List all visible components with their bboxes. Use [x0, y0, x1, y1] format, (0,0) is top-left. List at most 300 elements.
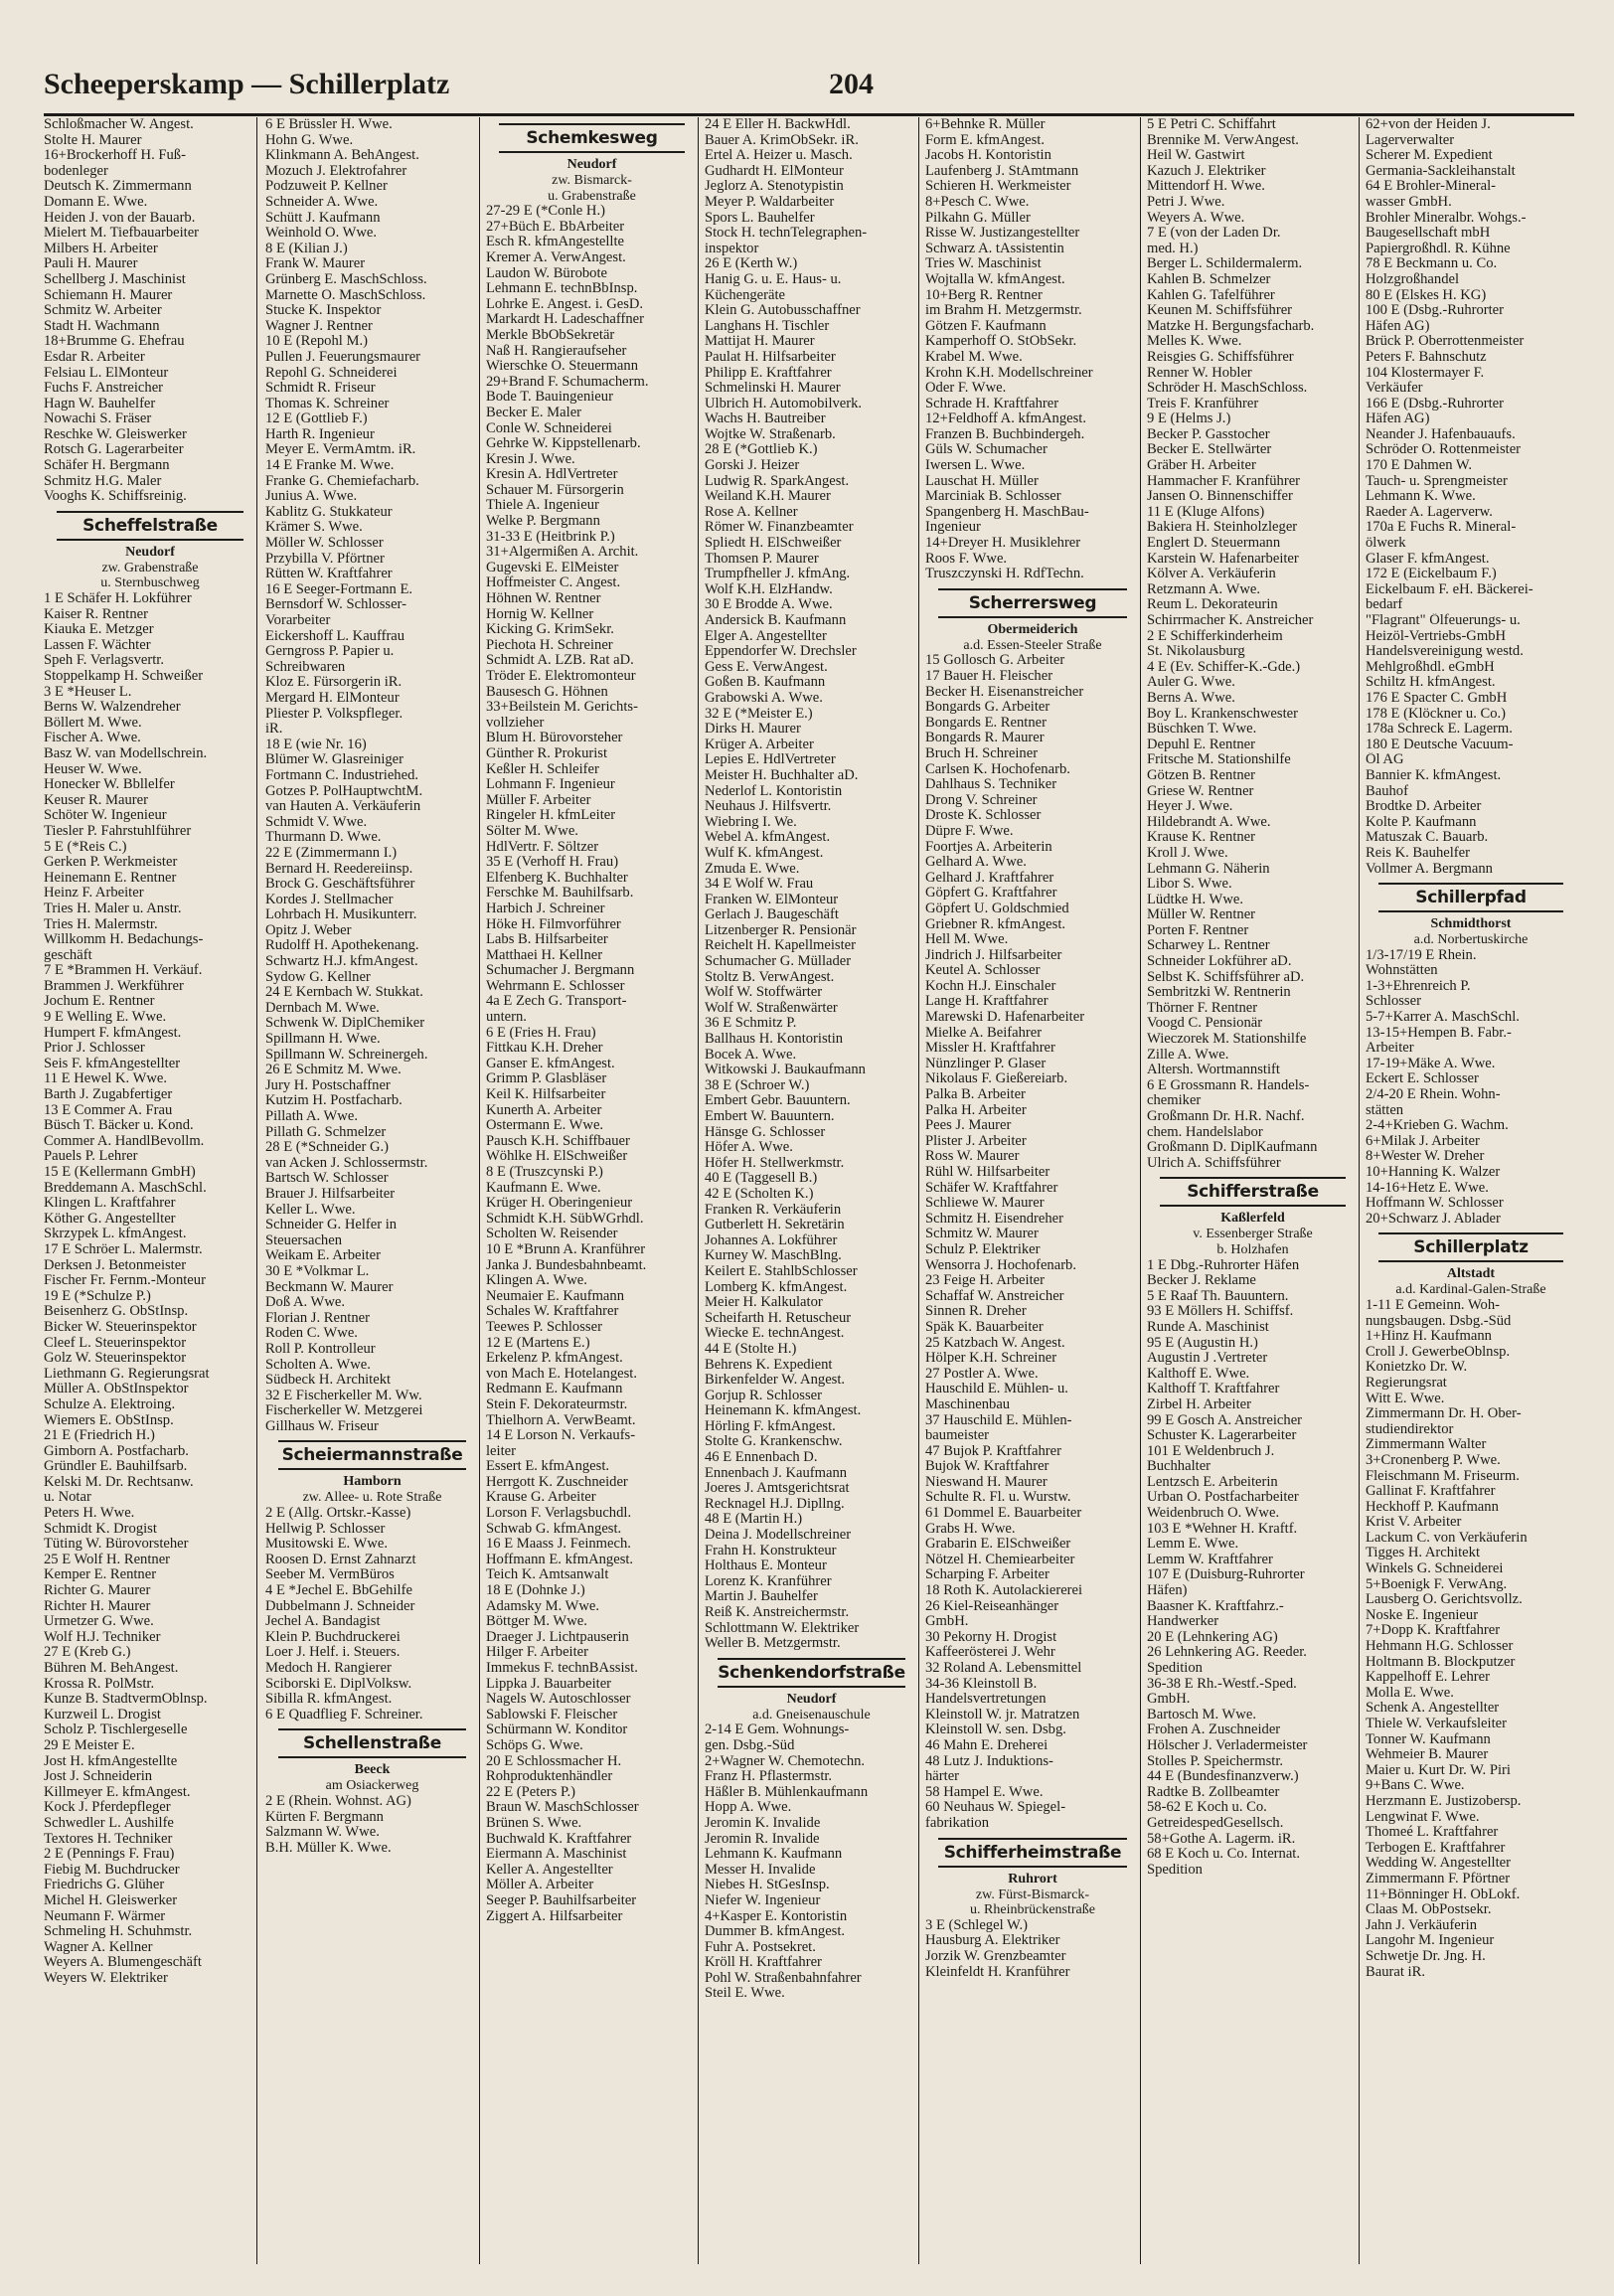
directory-entry: Schaffaf W. Anstreicher — [925, 1288, 1064, 1304]
directory-entry: Philipp E. Kraftfahrer — [705, 365, 832, 381]
directory-entry: Gutberlett H. Sekretärin — [705, 1218, 845, 1233]
directory-entry: Steuersachen — [265, 1232, 342, 1248]
directory-entry: Schöter W. Ingenieur — [44, 808, 167, 824]
directory-entry: Eppendorfer W. Drechsler — [705, 644, 857, 660]
directory-entry: 8+Pesch C. Wwe. — [925, 194, 1030, 210]
directory-entry: Weyers A. Blumengeschäft — [44, 1955, 202, 1971]
directory-entry: Büschken T. Wwe. — [1147, 722, 1257, 738]
directory-entry: Trumpfheller J. kfmAng. — [705, 567, 851, 582]
directory-entry: 13 E Commer A. Frau — [44, 1102, 173, 1118]
directory-entry: Derksen J. Betonmeister — [44, 1257, 187, 1273]
directory-entry: Schmitz H. Eisendreher — [925, 1211, 1064, 1227]
directory-entry: Laudon W. Bürobote — [486, 265, 608, 281]
directory-column — [702, 117, 919, 2264]
directory-entry: Krüger A. Arbeiter — [705, 737, 814, 752]
directory-entry: 26 E Schmitz M. Wwe. — [265, 1063, 402, 1078]
directory-entry: Claas M. ObPostsekr. — [1366, 1902, 1492, 1918]
directory-entry: 20 E Schlossmacher H. — [486, 1753, 622, 1769]
directory-entry: Opitz J. Weber — [265, 922, 352, 938]
directory-entry: 32 Roland A. Lebensmittel — [925, 1661, 1082, 1676]
directory-entry: Krohn K.H. Modellschreiner — [925, 365, 1093, 381]
directory-entry: Elfenberg K. Buchhalter — [486, 870, 628, 886]
directory-entry: Meier H. Kalkulator — [705, 1295, 823, 1311]
directory-entry: Franz H. Pflastermstr. — [705, 1769, 833, 1785]
directory-entry: Heizöl-Vertriebs-GmbH — [1366, 628, 1507, 644]
directory-entry: Jahn J. Verkäuferin — [1366, 1917, 1477, 1933]
directory-entry: 13-15+Hempen B. Fabr.- — [1366, 1025, 1512, 1041]
directory-entry: Karstein W. Hafenarbeiter — [1147, 551, 1299, 567]
directory-entry: Palka H. Arbeiter — [925, 1102, 1027, 1118]
directory-entry: Schieren H. Werkmeister — [925, 179, 1071, 195]
directory-entry: Retzmann A. Wwe. — [1147, 581, 1261, 597]
directory-entry: 68 E Koch u. Co. Internat. — [1147, 1847, 1301, 1863]
directory-entry: Lippka J. Bauarbeiter — [486, 1676, 612, 1692]
directory-entry: Weller B. Metzgermstr. — [705, 1636, 841, 1652]
directory-entry: Schmidt K.H. SübWGrhdl. — [486, 1211, 644, 1227]
district-name: Neudorf — [566, 157, 617, 172]
directory-entry: Griese W. Rentner — [1147, 783, 1254, 799]
directory-entry: Renner W. Hobler — [1147, 365, 1252, 381]
directory-entry: Reichelt H. Kapellmeister — [705, 938, 856, 954]
street-heading: Schenkendorfstraße — [718, 1658, 905, 1688]
directory-entry: Auler G. Wwe. — [1147, 675, 1235, 691]
directory-entry: Heiden J. von der Bauarb. — [44, 210, 196, 226]
directory-entry: Meyer E. VermAmtm. iR. — [265, 442, 416, 458]
directory-entry: Krabel M. Wwe. — [925, 349, 1023, 365]
directory-entry: Carlsen K. Hochofenarb. — [925, 761, 1070, 777]
directory-entry: 170a E Fuchs R. Mineral- — [1366, 520, 1517, 536]
directory-entry: Harth R. Ingenieur — [265, 426, 375, 442]
directory-entry: Krämer S. Wwe. — [265, 520, 363, 536]
directory-entry: Lehmann G. Näherin — [1147, 861, 1270, 877]
directory-entry: 40 E (Taggesell B.) — [705, 1171, 818, 1187]
directory-entry: Gelhard J. Kraftfahrer — [925, 870, 1054, 886]
directory-entry: 30 E Brodde A. Wwe. — [705, 597, 833, 613]
directory-entry: Bujok W. Kraftfahrer — [925, 1459, 1049, 1475]
directory-entry: Bongards E. Rentner — [925, 715, 1047, 731]
directory-entry: Häfen) — [1147, 1583, 1188, 1599]
directory-entry: Franzen B. Buchbindergeh. — [925, 426, 1085, 442]
directory-entry: Spors L. Bauhelfer — [705, 210, 815, 226]
directory-entry: Keßler H. Schleifer — [486, 761, 599, 777]
directory-entry: Pauels P. Lehrer — [44, 1149, 138, 1165]
directory-entry: Prior J. Schlosser — [44, 1041, 145, 1057]
directory-entry: Scholz P. Tischlergeselle — [44, 1722, 188, 1738]
district-name: Schmidthorst — [1430, 916, 1512, 932]
directory-entry: Gorski J. Heizer — [705, 458, 800, 474]
directory-entry: 18 E (wie Nr. 16) — [265, 737, 367, 752]
directory-entry: Großmann D. DiplKaufmann — [1147, 1140, 1318, 1156]
directory-entry: 6 E Brüssler H. Wwe. — [265, 117, 393, 132]
directory-entry: Eckert E. Schlosser — [1366, 1071, 1479, 1087]
directory-entry: Becker H. Eisenanstreicher — [925, 684, 1084, 700]
directory-entry: Redmann E. Kaufmann — [486, 1382, 623, 1397]
directory-entry: Güls W. Schumacher — [925, 442, 1048, 458]
directory-entry: Schliewe W. Maurer — [925, 1196, 1045, 1212]
directory-entry: 30 Pekorny H. Drogist — [925, 1629, 1057, 1645]
directory-entry: Thiele A. Ingenieur — [486, 498, 599, 514]
directory-entry: Hammacher F. Kranführer — [1147, 473, 1301, 489]
directory-entry: Reiß K. Anstreichermstr. — [705, 1605, 850, 1620]
directory-entry: 17 Bauer H. Fleischer — [925, 669, 1053, 684]
directory-entry: Dirks H. Maurer — [705, 722, 801, 738]
directory-entry: Gehrke W. Kippstellenarb. — [486, 436, 641, 452]
directory-entry: Schiemann H. Maurer — [44, 287, 173, 303]
directory-entry: Voogd C. Pensionär — [1147, 1016, 1263, 1032]
directory-entry: Speh F. Verlagsvertr. — [44, 653, 164, 669]
directory-entry: Marewski D. Hafenarbeiter — [925, 1010, 1085, 1026]
directory-entry: Fischerkeller W. Metzgerei — [265, 1403, 423, 1419]
directory-entry: Lorson F. Verlagsbuchdl. — [486, 1506, 632, 1522]
directory-entry: ölwerk — [1366, 536, 1406, 552]
directory-entry: Höke H. Filmvorführer — [486, 916, 621, 932]
directory-entry: Merkle BbObSekretär — [486, 327, 615, 343]
directory-entry: 26 E (Kerth W.) — [705, 256, 798, 272]
directory-entry: Reisgies G. Schiffsführer — [1147, 349, 1294, 365]
directory-entry: Brünen S. Wwe. — [486, 1815, 582, 1831]
directory-entry: 2+Wagner W. Chemotechn. — [705, 1753, 866, 1769]
directory-entry: Franken R. Verkäuferin — [705, 1202, 842, 1218]
directory-entry: Schirrmacher K. Anstreicher — [1147, 613, 1314, 628]
directory-entry: Düpre F. Wwe. — [925, 823, 1014, 839]
directory-entry: Öl AG — [1366, 752, 1404, 768]
directory-entry: Florian J. Rentner — [265, 1310, 370, 1326]
directory-entry: Reschke W. Gleiswerker — [44, 426, 187, 442]
directory-entry: Brauer J. Hilfsarbeiter — [265, 1186, 396, 1202]
directory-entry: 31-33 E (Heitbrink P.) — [486, 529, 615, 545]
directory-entry: Klingen L. Kraftfahrer — [44, 1196, 176, 1212]
page-title: Scheeperskamp — Schillerplatz — [44, 68, 450, 100]
directory-entry: 4+Kasper E. Kontoristin — [705, 1908, 848, 1924]
directory-entry: Scholten A. Wwe. — [265, 1357, 371, 1373]
directory-entry: Becker E. Stellwärter — [1147, 442, 1272, 458]
directory-entry: Kresin J. Wwe. — [486, 451, 575, 467]
directory-entry: Schmitz W. Maurer — [925, 1227, 1039, 1242]
directory-entry: Keilert E. StahlbSchlosser — [705, 1263, 858, 1279]
directory-entry: Kaffeerösterei J. Wehr — [925, 1645, 1055, 1661]
directory-entry: Göpfert U. Goldschmied — [925, 901, 1069, 916]
directory-entry: 58+Gothe A. Lagerm. iR. — [1147, 1831, 1296, 1847]
directory-entry: Götzen B. Rentner — [1147, 767, 1256, 783]
page-header — [44, 64, 1574, 116]
directory-entry: Franke G. Chemiefacharb. — [265, 473, 419, 489]
directory-entry: Gess E. VerwAngest. — [705, 659, 828, 675]
directory-entry: 1-11 E Gemeinn. Woh- — [1366, 1297, 1501, 1313]
directory-entry: Musitowski E. Wwe. — [265, 1537, 388, 1553]
directory-entry: 2-14 E Gem. Wohnungs- — [705, 1722, 850, 1738]
directory-entry: Missler H. Kraftfahrer — [925, 1041, 1055, 1057]
directory-entry: von Mach E. Hotelangest. — [486, 1366, 637, 1382]
directory-entry: 9+Bans C. Wwe. — [1366, 1778, 1465, 1794]
directory-entry: Möller A. Arbeiter — [486, 1878, 594, 1893]
directory-entry: Büsch T. Bäcker u. Kond. — [44, 1118, 194, 1134]
directory-entry: 1-3+Ehrenreich P. — [1366, 978, 1471, 994]
directory-entry: Wagner J. Rentner — [265, 318, 373, 334]
directory-entry: Raeder A. Lagerverw. — [1366, 504, 1493, 520]
directory-entry: Keil K. Hilfsarbeiter — [486, 1087, 606, 1103]
directory-entry: Kock J. Pferdepfleger — [44, 1800, 171, 1816]
directory-entry: Schellberg J. Maschinist — [44, 271, 186, 287]
directory-entry: GmbH. — [925, 1614, 969, 1630]
directory-entry: Pauli H. Maurer — [44, 256, 138, 272]
directory-entry: 38 E (Schroer W.) — [705, 1077, 810, 1093]
directory-entry: Brodtke D. Arbeiter — [1366, 799, 1482, 815]
directory-entry: 16 E Seeger-Fortmann E. — [265, 581, 413, 597]
directory-entry: Schrade H. Kraftfahrer — [925, 396, 1059, 411]
directory-entry: Spillmann H. Wwe. — [265, 1032, 381, 1048]
directory-entry: Heinemann E. Rentner — [44, 870, 177, 886]
directory-entry: 10+Hanning K. Walzer — [1366, 1165, 1501, 1180]
directory-entry: Wojtalla W. kfmAngest. — [925, 271, 1065, 287]
directory-entry: Depuhl E. Rentner — [1147, 737, 1256, 752]
directory-entry: Keuser R. Maurer — [44, 792, 148, 808]
directory-column — [44, 117, 257, 2264]
directory-entry: Arbeiter — [1366, 1041, 1414, 1057]
directory-entry: Seeber M. VermBüros — [265, 1567, 395, 1583]
directory-entry: Fischer A. Wwe. — [44, 731, 141, 746]
directory-entry: Sydow G. Kellner — [265, 969, 371, 985]
directory-entry: B.H. Müller K. Wwe. — [265, 1840, 392, 1856]
directory-entry: Esch R. kfmAngestellte — [486, 235, 625, 250]
directory-entry: untern. — [486, 1010, 527, 1026]
directory-entry: Schröder H. MaschSchloss. — [1147, 381, 1308, 397]
directory-entry: Wagner A. Kellner — [44, 1939, 153, 1955]
directory-entry: 2/4-20 E Rhein. Wohn- — [1366, 1087, 1501, 1103]
directory-entry: 103 E *Wehner H. Kraftf. — [1147, 1521, 1298, 1537]
directory-entry: Kaufmann E. Wwe. — [486, 1180, 601, 1196]
directory-entry: Schwartz H.J. kfmAngest. — [265, 954, 418, 970]
directory-entry: Mattijat H. Maurer — [705, 334, 815, 350]
directory-entry: Zille A. Wwe. — [1147, 1047, 1229, 1063]
directory-entry: Libor S. Wwe. — [1147, 877, 1232, 893]
directory-entry: Milbers H. Arbeiter — [44, 241, 158, 256]
directory-entry: Stock H. technTelegraphen- — [705, 226, 868, 242]
directory-entry: Eickelbaum F. eH. Bäckerei- — [1366, 581, 1533, 597]
directory-entry: van Acken J. Schlossermstr. — [265, 1155, 428, 1171]
directory-entry: Thiele W. Verkaufsleiter — [1366, 1717, 1507, 1731]
directory-entry: Neumann F. Wärmer — [44, 1908, 166, 1924]
directory-entry: Lepies E. HdlVertreter — [705, 752, 836, 768]
directory-entry: Urmetzer G. Wwe. — [44, 1614, 154, 1630]
directory-entry: Keutel A. Schlosser — [925, 963, 1041, 979]
directory-entry: Pilkahn G. Müller — [925, 210, 1031, 226]
directory-entry: Bausesch G. Höhnen — [486, 684, 608, 700]
district-name: Altstadt — [1446, 1266, 1496, 1282]
directory-entry: Schneider Lokführer aD. — [1147, 954, 1292, 970]
directory-entry: Heinz F. Arbeiter — [44, 886, 144, 902]
directory-entry: 104 Klostermayer F. — [1366, 365, 1485, 381]
directory-entry: 2 E (Pennings F. Frau) — [44, 1847, 175, 1863]
directory-entry: Tries W. Maschinist — [925, 256, 1042, 272]
directory-entry: Hoffmeister C. Angest. — [486, 575, 621, 591]
directory-entry: 22 E (Zimmermann I.) — [265, 845, 398, 861]
directory-entry: Kamperhoff O. StObSekr. — [925, 334, 1077, 350]
directory-entry: Klinkmann A. BehAngest. — [265, 148, 419, 164]
directory-entry: Killmeyer E. kfmAngest. — [44, 1784, 191, 1800]
directory-entry: 6+Milak J. Arbeiter — [1366, 1133, 1480, 1149]
directory-entry: Klein P. Buchdruckerei — [265, 1629, 401, 1645]
directory-entry: Fiebig M. Buchdrucker — [44, 1862, 180, 1878]
directory-entry: Behrens K. Expedient — [705, 1357, 833, 1373]
directory-entry: 166 E (Dsbg.-Ruhrorter — [1366, 396, 1505, 411]
directory-entry: Fischer Fr. Fernm.-Monteur — [44, 1273, 206, 1289]
directory-entry: med. H.) — [1147, 241, 1199, 256]
directory-entry: Wohnstätten — [1366, 963, 1438, 979]
directory-entry: Spedition — [1147, 1661, 1203, 1676]
directory-entry: Gerken P. Werkmeister — [44, 855, 178, 871]
directory-entry: Hänsge G. Schlosser — [705, 1124, 826, 1140]
directory-entry: Sölter M. Wwe. — [486, 823, 578, 839]
directory-entry: Lehmann E. technBbInsp. — [486, 281, 638, 297]
directory-entry: Lemm E. Wwe. — [1147, 1537, 1239, 1553]
directory-entry: Hohn G. Wwe. — [265, 132, 354, 148]
directory-entry: 101 E Weldenbruch J. — [1147, 1443, 1275, 1459]
directory-entry: Lorenz K. Kranführer — [705, 1573, 832, 1589]
directory-entry: Langohr M. Ingenieur — [1366, 1933, 1495, 1949]
directory-entry: Treis F. Kranführer — [1147, 396, 1259, 411]
directory-entry: Mielert M. Tiefbauarbeiter — [44, 226, 200, 242]
directory-entry: 2-4+Krieben G. Wachm. — [1366, 1118, 1509, 1134]
directory-entry: Hörling F. kfmAngest. — [705, 1418, 836, 1434]
directory-entry: Roosen D. Ernst Zahnarzt — [265, 1552, 416, 1567]
directory-entry: fabrikation — [925, 1815, 990, 1831]
directory-entry: Runde A. Maschinist — [1147, 1319, 1269, 1335]
directory-entry: 5 E Raaf Th. Bauuntern. — [1147, 1288, 1289, 1304]
directory-entry: Niebes H. StGesInsp. — [705, 1878, 830, 1893]
directory-entry: 26 Kiel-Reiseanhänger — [925, 1598, 1059, 1614]
directory-entry: Truszczynski H. RdfTechn. — [925, 567, 1084, 582]
directory-entry: Seis F. kfmAngestellter — [44, 1056, 181, 1071]
directory-entry: Verkäufer — [1366, 381, 1423, 397]
directory-entry: Cleef L. Steuerinspektor — [44, 1335, 187, 1351]
directory-entry: Altersh. Wortmannstift — [1147, 1063, 1280, 1078]
directory-entry: Adamsky M. Wwe. — [486, 1598, 600, 1614]
directory-entry: Köther G. Angestellter — [44, 1211, 176, 1227]
directory-entry: Handelsvertretungen — [925, 1692, 1047, 1708]
directory-entry: 99 E Gosch A. Anstreicher — [1147, 1412, 1303, 1428]
directory-entry: 25 Katzbach W. Angest. — [925, 1335, 1065, 1351]
directory-entry: 64 E Brohler-Mineral- — [1366, 179, 1497, 195]
directory-entry: wasser GmbH. — [1366, 194, 1452, 210]
directory-entry: 34 E Wolf W. Frau — [705, 877, 814, 893]
directory-entry: Jeromin K. Invalide — [705, 1815, 821, 1831]
directory-entry: Hopp A. Wwe. — [705, 1800, 792, 1816]
directory-entry: Urban O. Postfacharbeiter — [1147, 1490, 1299, 1506]
directory-entry: Tries H. Malermstr. — [44, 916, 158, 932]
directory-entry: Joeres J. Amtsgerichtsrat — [705, 1481, 850, 1497]
directory-entry: Heinemann K. kfmAngest. — [705, 1403, 862, 1419]
directory-entry: studiendirektor — [1366, 1421, 1454, 1437]
directory-entry: Textores H. Techniker — [44, 1831, 173, 1847]
directory-entry: Kröll H. Kraftfahrer — [705, 1955, 822, 1971]
directory-entry: Barth J. Zugabfertiger — [44, 1087, 173, 1103]
directory-entry: Handelsvereinigung westd. — [1366, 644, 1524, 660]
directory-entry: 7+Dopp K. Kraftfahrer — [1366, 1623, 1501, 1639]
directory-entry: Göpfert G. Kraftfahrer — [925, 886, 1057, 902]
directory-entry: 32 E (*Meister E.) — [705, 706, 813, 722]
directory-entry: Lohrbach H. Musikunterr. — [265, 907, 417, 923]
directory-entry: Fritsche M. Stationshilfe — [1147, 752, 1291, 768]
directory-entry: Pausch K.H. Schiffbauer — [486, 1133, 630, 1149]
directory-entry: Harbich J. Schreiner — [486, 901, 605, 916]
directory-entry: Embert Gebr. Bauuntern. — [705, 1093, 851, 1109]
directory-entry: Krause K. Rentner — [1147, 830, 1256, 846]
directory-entry: Schulze A. Elektroing. — [44, 1396, 176, 1412]
directory-entry: Liethmann G. Regierungsrat — [44, 1366, 210, 1382]
directory-entry: Rose A. Kellner — [705, 504, 798, 520]
directory-entry: Elger A. Angestellter — [705, 628, 827, 644]
directory-entry: Baugesellschaft mbH — [1366, 226, 1491, 242]
directory-entry: 178 E (Klöckner u. Co.) — [1366, 706, 1507, 722]
directory-entry: 61 Dommel E. Bauarbeiter — [925, 1506, 1082, 1522]
directory-entry: Schales W. Kraftfahrer — [486, 1304, 619, 1320]
directory-entry: Ostermann E. Wwe. — [486, 1118, 604, 1134]
directory-entry: Reis K. Bauhelfer — [1366, 845, 1470, 861]
directory-entry: Scherer M. Expedient — [1366, 148, 1493, 164]
directory-entry: 36-38 E Rh.-Westf.-Sped. — [1147, 1676, 1297, 1692]
directory-entry: 30 E *Volkmar L. — [265, 1263, 370, 1279]
district-name: Obermeiderich — [987, 621, 1078, 637]
directory-entry: Spillmann W. Schreinergeh. — [265, 1047, 428, 1063]
directory-entry: Höhnen W. Rentner — [486, 591, 601, 607]
directory-entry: Przybilla V. Pförtner — [265, 551, 385, 567]
directory-entry: Spedition — [1147, 1862, 1203, 1878]
directory-entry: Bocek A. Wwe. — [705, 1047, 797, 1063]
directory-entry: 11+Bönninger H. ObLokf. — [1366, 1886, 1521, 1902]
directory-entry: Wierschke O. Steuermann — [486, 359, 638, 375]
directory-entry: Beckmann W. Maurer — [265, 1279, 394, 1295]
directory-entry: Jeglorz A. Stenotypistin — [705, 179, 844, 195]
directory-entry: Kunerth A. Arbeiter — [486, 1102, 602, 1118]
directory-entry: Webel A. kfmAngest. — [705, 830, 831, 846]
directory-entry: Esdar R. Arbeiter — [44, 349, 145, 365]
directory-entry: Breddemann A. MaschSchl. — [44, 1180, 207, 1196]
directory-entry: iR. — [265, 722, 283, 738]
directory-entry: 26 Lehnkering AG. Reeder. — [1147, 1645, 1307, 1661]
directory-entry: Labs B. Hilfsarbeiter — [486, 932, 608, 948]
directory-entry: Iwersen L. Wwe. — [925, 458, 1026, 474]
directory-entry: Müller A. ObStInspektor — [44, 1382, 189, 1397]
directory-entry: Berger L. Schildermalerm. — [1147, 256, 1303, 272]
directory-entry: 16 E Maass J. Feinmech. — [486, 1537, 631, 1553]
directory-entry: Dahlhaus S. Techniker — [925, 777, 1057, 793]
directory-entry: Griebner R. kfmAngest. — [925, 916, 1066, 932]
directory-entry: Schneider A. Wwe. — [265, 194, 379, 210]
directory-entry: 27+Büch E. BbArbeiter — [486, 219, 625, 235]
directory-entry: Mielke A. Beifahrer — [925, 1025, 1043, 1041]
directory-entry: 47 Bujok P. Kraftfahrer — [925, 1443, 1061, 1459]
directory-entry: Kazuch J. Elektriker — [1147, 163, 1266, 179]
directory-entry: Hehmann H.G. Schlosser — [1366, 1639, 1514, 1655]
directory-entry: 17-19+Mäke A. Wwe. — [1366, 1056, 1496, 1071]
directory-entry: Tries H. Maler u. Anstr. — [44, 901, 182, 916]
directory-entry: Langhans H. Tischler — [705, 318, 830, 334]
directory-entry: Draeger J. Lichtpauserin — [486, 1629, 629, 1645]
directory-entry: Form E. kfmAngest. — [925, 132, 1045, 148]
directory-entry: 176 E Spacter C. GmbH — [1366, 690, 1508, 706]
directory-entry: 48 Lutz J. Induktions- — [925, 1753, 1053, 1769]
directory-entry: Becker J. Reklame — [1147, 1273, 1256, 1289]
directory-entry: Jansen O. Binnenschiffer — [1147, 489, 1293, 505]
directory-entry: 6+Behnke R. Müller — [925, 117, 1046, 132]
directory-entry: Essert E. kfmAngest. — [486, 1459, 610, 1475]
directory-column — [483, 117, 699, 2264]
directory-entry: Keller A. Angestellter — [486, 1862, 613, 1878]
directory-entry: Pohl W. Straßenbahnfahrer — [705, 1970, 862, 1986]
directory-entry: Schwedler L. Aushilfe — [44, 1815, 174, 1831]
directory-entry: Frank W. Maurer — [265, 256, 366, 272]
directory-entry: Kleinstoll W. jr. Matratzen — [925, 1707, 1080, 1722]
